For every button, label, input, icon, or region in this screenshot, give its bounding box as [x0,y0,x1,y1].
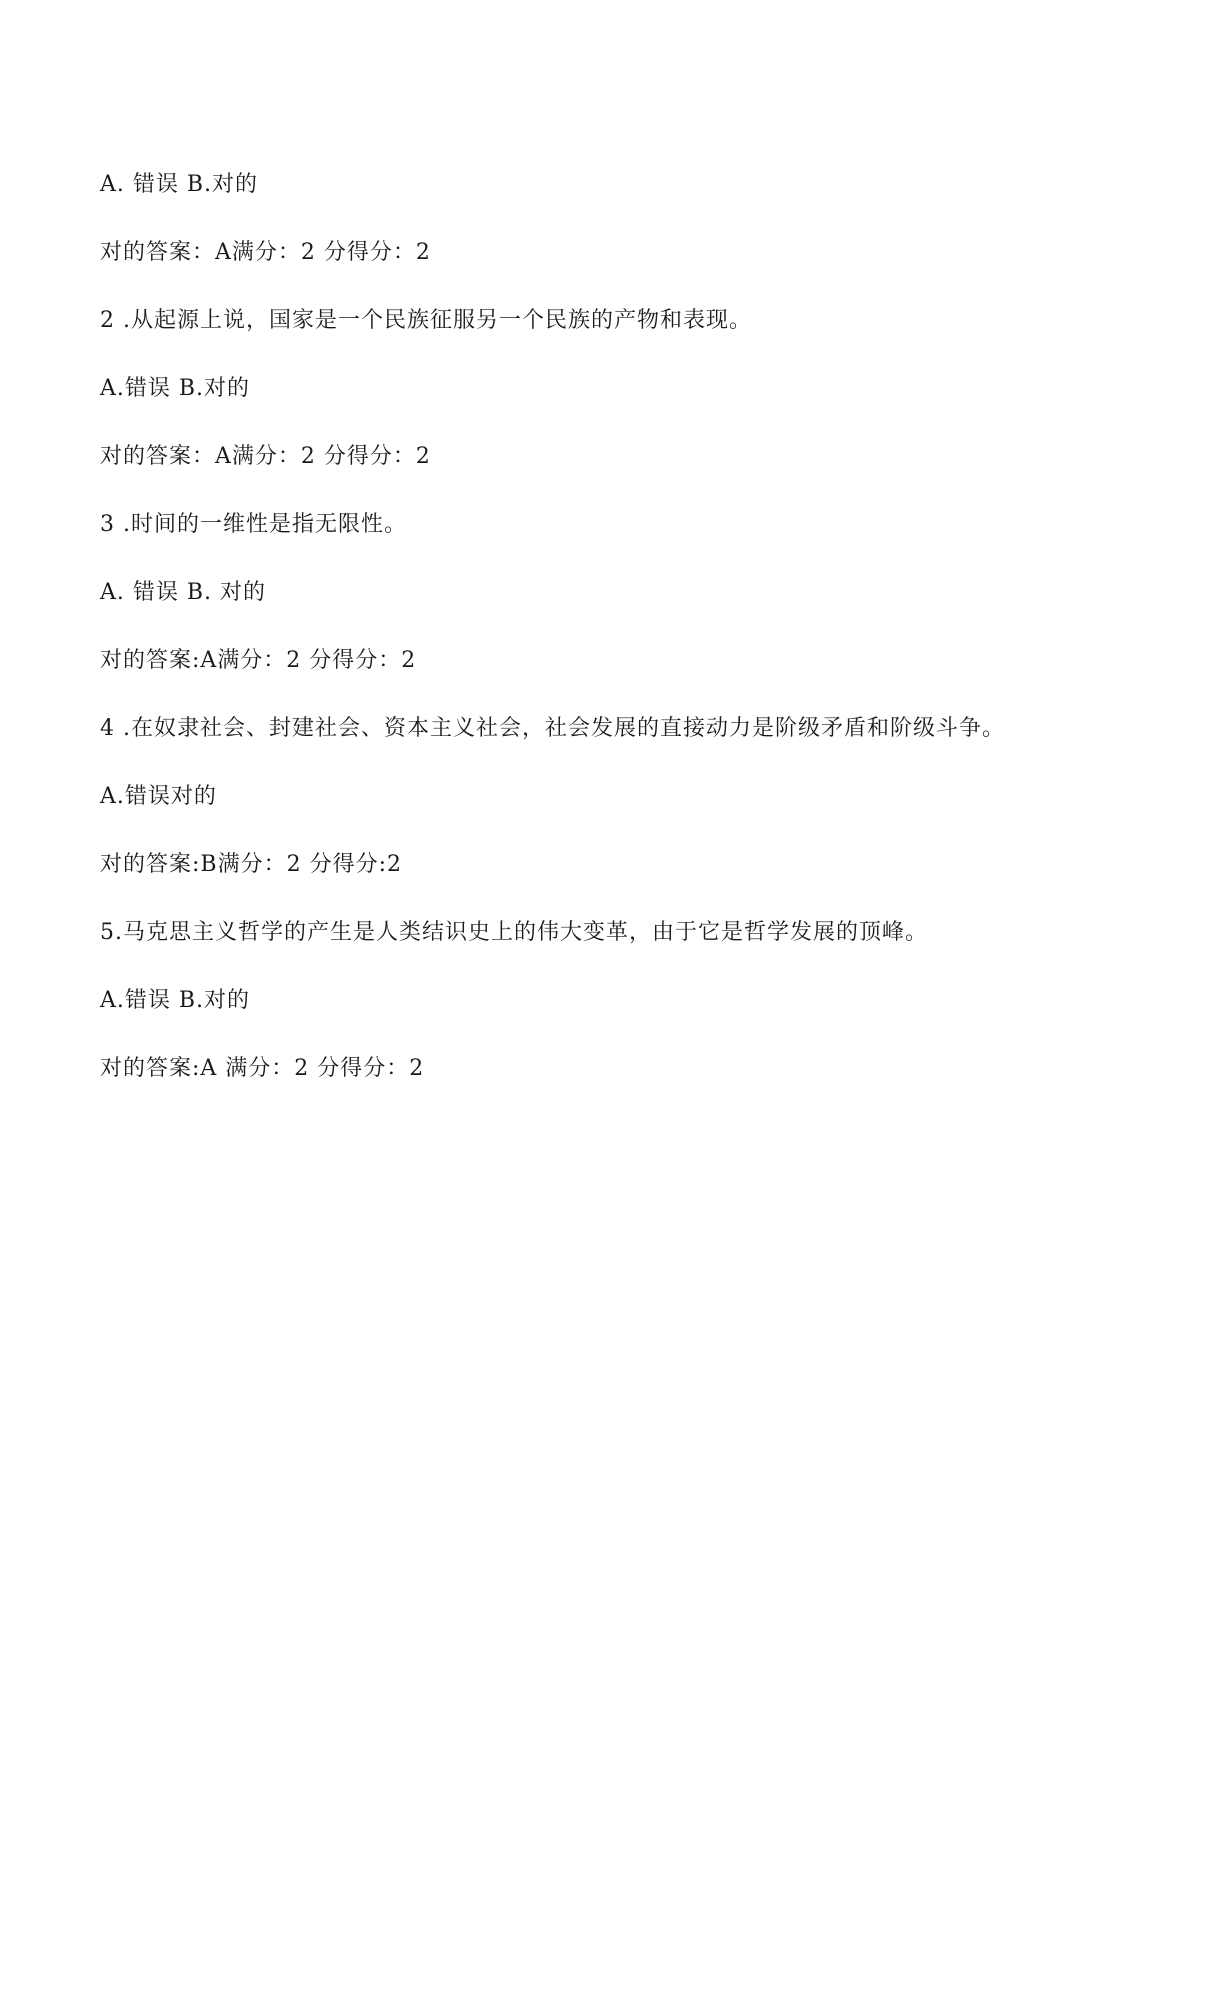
q5-question: 5.马克思主义哲学的产生是人类结识史上的伟大变革，由于它是哲学发展的顶峰。 [100,920,928,945]
q2-answer: 对的答案：A满分：2 分得分：2 [100,444,431,469]
q5-answer: 对的答案:A 满分：2 分得分：2 [100,1056,425,1081]
q4-question: 4 .在奴隶社会、封建社会、资本主义社会，社会发展的直接动力是阶级矛盾和阶级斗争。 [100,716,1005,741]
q5-options: A.错误 B.对的 [100,988,251,1013]
q4-answer: 对的答案:B满分：2 分得分:2 [100,852,402,877]
q3-options: A. 错误 B. 对的 [100,580,267,605]
q1-answer: 对的答案：A满分：2 分得分：2 [100,240,431,265]
q2-options: A.错误 B.对的 [100,376,251,401]
q3-answer: 对的答案:A满分：2 分得分：2 [100,648,417,673]
q4-options: A.错误对的 [100,784,217,809]
q3-question: 3 .时间的一维性是指无限性。 [100,512,407,537]
q2-question: 2 .从起源上说，国家是一个民族征服另一个民族的产物和表现。 [100,308,752,333]
q1-options: A. 错误 B.对的 [100,172,259,197]
